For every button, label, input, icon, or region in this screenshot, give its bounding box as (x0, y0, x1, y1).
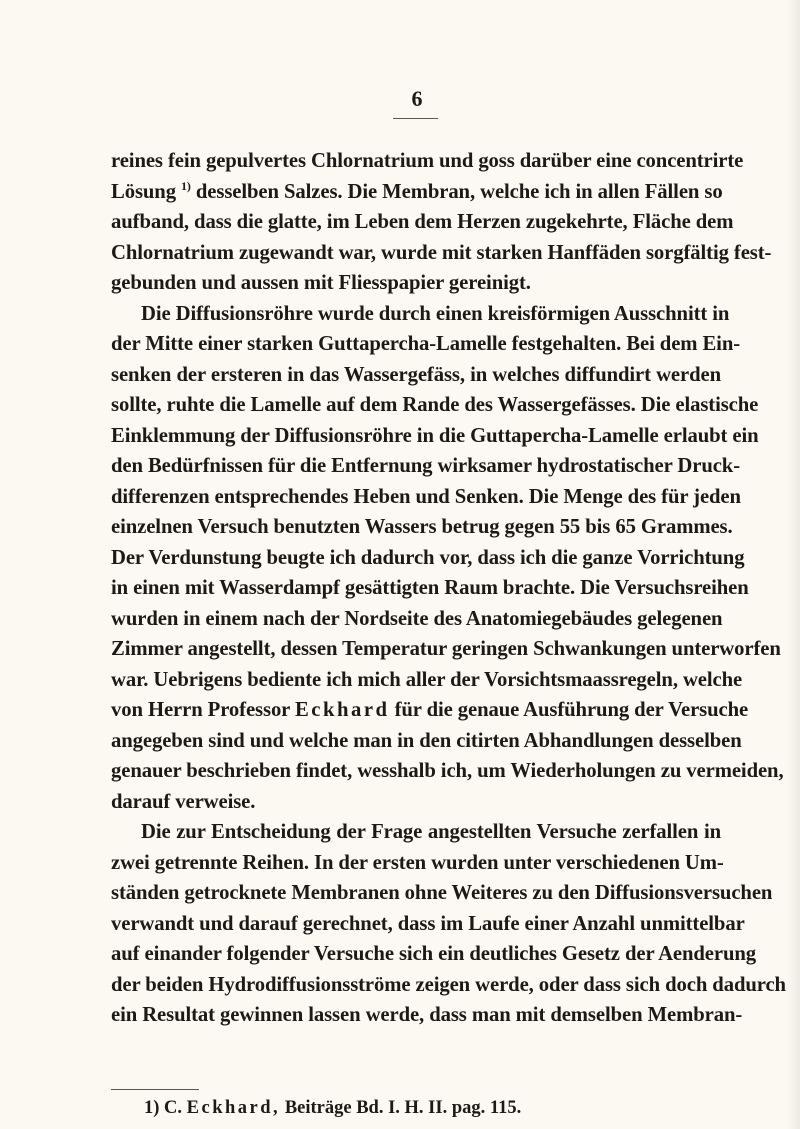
footnote (144, 1098, 521, 1119)
footnote-citation: Beiträge Bd. I. H. II. pag. 115. (284, 1098, 522, 1118)
text-line: angegeben sind und welche man in den citirten Abhandlungen desselben (111, 729, 742, 752)
header-rule (393, 118, 438, 119)
text-line: ein Resultat gewinnen lassen werde, dass man mit demselben Membran- (111, 1004, 743, 1026)
text-fragment: von Herrn Professor (111, 699, 290, 721)
text-fragment: Lösung (111, 180, 176, 203)
footnote-marker: 1) (144, 1098, 160, 1118)
text-line: zwei getrennte Reihen. In der ersten wurden unter verschiedenen Um- (111, 851, 724, 874)
text-line: genauer beschrieben findet, wesshalb ich, um Wiederholungen zu vermeiden, (111, 760, 784, 782)
page-number: 6 (411, 86, 423, 111)
footnote-rule (111, 1089, 199, 1090)
footnote-author-initial: C. (164, 1098, 183, 1118)
text-line: wurden in einem nach der Nordseite des Anatomiegebäudes gelegenen (111, 607, 723, 630)
text-line: reines fein gepulvertes Chlornatrium und goss darüber eine concentrirte (111, 150, 744, 172)
text-fragment: desselben Salzes. Die Membran, welche ich in allen Fällen so (195, 180, 723, 203)
text-line: Die Diffusionsröhre wurde durch einen kreisförmigen Ausschnitt in (141, 302, 730, 325)
text-line: Chlornatrium zugewandt war, wurde mit starken Hanffäden sorgfältig fest- (111, 241, 772, 264)
text-line: differenzen entsprechendes Heben und Senken. Die Menge des für jeden (111, 485, 741, 508)
page-edge-shadow (786, 0, 800, 1129)
text-line: senken der ersteren in das Wassergefäss, in welches diffundirt werden (111, 363, 721, 386)
footnote-reference[interactable]: 1) (181, 178, 191, 193)
text-line: Einklemmung der Diffusionsröhre in die Guttapercha-Lamelle erlaubt ein (111, 424, 759, 447)
text-line: in einen mit Wasserdampf gesättigten Raum brachte. Die Versuchsreihen (111, 577, 749, 599)
text-fragment: für die genaue Ausführung der Versuche (394, 699, 749, 721)
text-line: war. Uebrigens bediente ich mich aller der Vorsichtsmaassregeln, welche (111, 668, 743, 691)
text-line: aufband, dass die glatte, im Leben dem Herzen zugekehrte, Fläche dem (111, 211, 734, 233)
text-line: den Bedürfnissen für die Entfernung wirksamer hydrostatischer Druck- (111, 455, 740, 477)
text-line (111, 177, 721, 208)
footnote-author-name: Eckhard, (186, 1098, 281, 1118)
body-text (111, 146, 786, 1031)
text-line: Der Verdunstung beugte ich dadurch vor, dass ich die ganze Vorrichtung (111, 546, 745, 569)
text-line: ständen getrocknete Membranen ohne Weiteres zu den Diffusionsversuchen (111, 882, 773, 904)
text-line: der Mitte einer starken Guttapercha-Lamelle festgehalten. Bei dem Ein- (111, 333, 741, 355)
text-line: Zimmer angestellt, dessen Temperatur geringen Schwankungen unterworfen (111, 638, 781, 660)
text-line: Die zur Entscheidung der Frage angestellten Versuche zerfallen in (141, 821, 721, 843)
text-line: darauf verweise. (111, 790, 256, 813)
text-line: der beiden Hydrodiffusionsströme zeigen werde, oder dass sich doch dadurch (111, 973, 786, 996)
text-line: gebunden und aussen mit Fliesspapier gereinigt. (111, 272, 531, 294)
text-line: verwandt und darauf gerechnet, dass im Laufe einer Anzahl unmittelbar (111, 912, 745, 935)
text-line (111, 695, 749, 726)
text-line: einzelnen Versuch benutzten Wassers betrug gegen 55 bis 65 Grammes. (111, 516, 733, 538)
text-line: auf einander folgender Versuche sich ein deutliches Gesetz der Aenderung (111, 943, 757, 965)
text-line: sollte, ruhte die Lamelle auf dem Rande des Wassergefässes. Die elastische (111, 394, 759, 416)
author-name: Eckhard (294, 699, 390, 721)
